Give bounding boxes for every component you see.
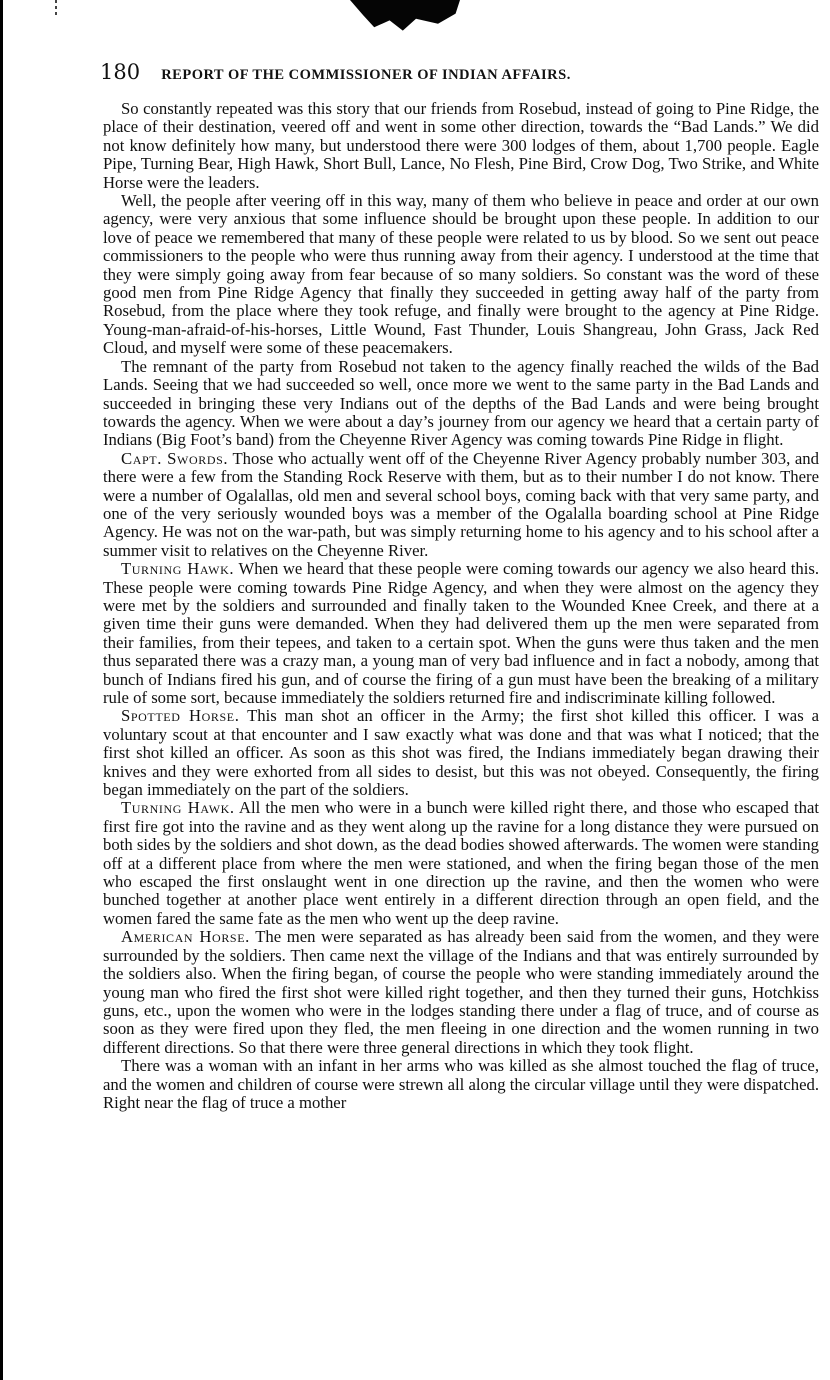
paragraph xyxy=(103,1057,819,1112)
paragraph xyxy=(103,707,819,799)
paragraph xyxy=(103,192,819,358)
scan-edge xyxy=(0,0,3,1380)
paragraph xyxy=(103,358,819,450)
paragraph xyxy=(103,450,819,560)
speaker-name: Turning Hawk. xyxy=(121,559,235,579)
paragraph-text: When we heard that these people were coming towards our agency we also heard this. These people were coming towards Pine Ridge Agency, and when they were almost on the agency they were met by the soldiers and surrounded and finally taken to the Wounded Knee Creek, and there at a given time their guns were demanded. When they had delivered them up the men were separated from their families, from their tepees, and taken to a certain spot. When the guns were thus taken and the men thus separated there was a crazy man, a young man of very bad influence and in fact a nobody, among that bunch of Indians fired his gun, and of course the firing of a gun must have been the breaking of a military rule of some sort, because immediately the soldiers returned fire and indiscriminate killing followed. xyxy=(103,559,820,707)
speaker-name: Turning Hawk. xyxy=(121,798,235,818)
speaker-name: American Horse. xyxy=(121,927,250,947)
paragraph-text: So constantly repeated was this story that our friends from Rosebud, instead of going to Pine Ridge, the place of their destination, veered off and went in some other direction, towards the “Bad Lands.” We did not know definitely how many, but understood there were 300 lodges of them, about 1,700 people. Eagle Pipe, Turning Bear, High Hawk, Short Bull, Lance, No Flesh, Pine Bird, Crow Dog, Two Strike, and White Horse were the leaders. xyxy=(103,99,819,192)
ink-blot xyxy=(350,0,460,34)
paragraph-text: Those who actually went off of the Cheyenne River Agency probably number 303, and there were a few from the Standing Rock Reserve with them, but as to their number I do not know. There were a number of Ogalallas, old men and several school boys, coming back with that very same party, and one of the very seriously wounded boys was a member of the Ogalalla boarding school at Pine Ridge Agency. He was not on the war-path, but was simply returning home to his agency and to his school after a summer visit to relatives on the Cheyenne River. xyxy=(103,448,819,560)
paragraph-text: This man shot an officer in the Army; the first shot killed this officer. I was a voluntary scout at that encounter and I saw exactly what was done and that was what I noticed; that the first shot killed an officer. As soon as this shot was fired, the Indians immediately began drawing their knives and they were exhorted from all sides to desist, but this was not obeyed. Consequently, the firing began immediately on the part of the soldiers. xyxy=(103,706,819,800)
paragraph-text: All the men who were in a bunch were killed right there, and those who escaped that first fire got into the ravine and as they went along up the ravine for a long distance they were pursued on both sides by the soldiers and shot down, as the dead bodies showed afterwards. The women were standing off at a different place from where the men were stationed, and when the firing began those of the men who escaped the first onslaught went in one direction up the ravine, and then the women who were bunched together at another place went entirely in a different direction through an open field, and the women fared the same fate as the men who went up the deep ravine. xyxy=(103,798,819,928)
paragraph xyxy=(103,799,819,928)
paragraph-text: The remnant of the party from Rosebud not taken to the agency finally reached the wilds of the Bad Lands. Seeing that we had succeeded so well, once more we went to the same party in the Bad Lands and succeeded in bringing these very Indians out of the depths of the Bad Lands and were being brought towards the agency. When we were about a day’s journey from our agency we heard that a certain party of Indians (Big Foot’s band) from the Cheyenne River Agency was coming towards Pine Ridge in flight. xyxy=(103,356,819,450)
paragraph xyxy=(103,560,819,707)
paragraph xyxy=(103,100,819,192)
paragraph xyxy=(103,928,819,1057)
speaker-name: Spotted Horse. xyxy=(121,706,240,726)
paragraph-text: The men were separated as has already been said from the women, and they were surrounded by the soldiers. Then came next the village of the Indians and that was entirely surrounded by the soldiers also. When the firing began, of course the people who were standing immediately around the young man who fired the first shot were killed right together, and then they turned their guns, Hotchkiss guns, etc., upon the women who were in the lodges standing there under a flag of truce, and of course as soon as they were fired upon they fled, the men fleeing in one direction and the women running in two different directions. So that there were three general directions in which they took flight. xyxy=(103,927,819,1057)
speaker-name: Capt. Swords. xyxy=(121,448,229,468)
scan-mark xyxy=(55,0,57,18)
body-text xyxy=(103,100,819,1112)
page-number: 180 xyxy=(100,60,141,84)
page-header xyxy=(100,60,728,84)
paragraph-text: Well, the people after veering off in this way, many of them who believe in peace and order at our own agency, were very anxious that some influence should be brought upon these people. In addition to our love of peace we remembered that many of these people were related to us by blood. So we sent out peace commissioners to the people who were thus running away from their agency. I understood at the time that they were simply going away from fear because of so many soldiers. So constant was the word of these good men from Pine Ridge Agency that finally they succeeded in getting away half of the party from Rosebud, from the place where they took refuge, and finally were brought to the agency at Pine Ridge. Young-man-afraid-of-his-horses, Little Wound, Fast Thunder, Louis Shangreau, John Grass, Jack Red Cloud, and myself were some of these peacemakers. xyxy=(103,191,819,358)
paragraph-text: There was a woman with an infant in her arms who was killed as she almost touched the flag of truce, and the women and children of course were strewn all along the circular village until they were dispatched. Right near the flag of truce a mother xyxy=(103,1056,819,1112)
running-head: REPORT OF THE COMMISSIONER OF INDIAN AFFAIRS. xyxy=(161,67,571,83)
